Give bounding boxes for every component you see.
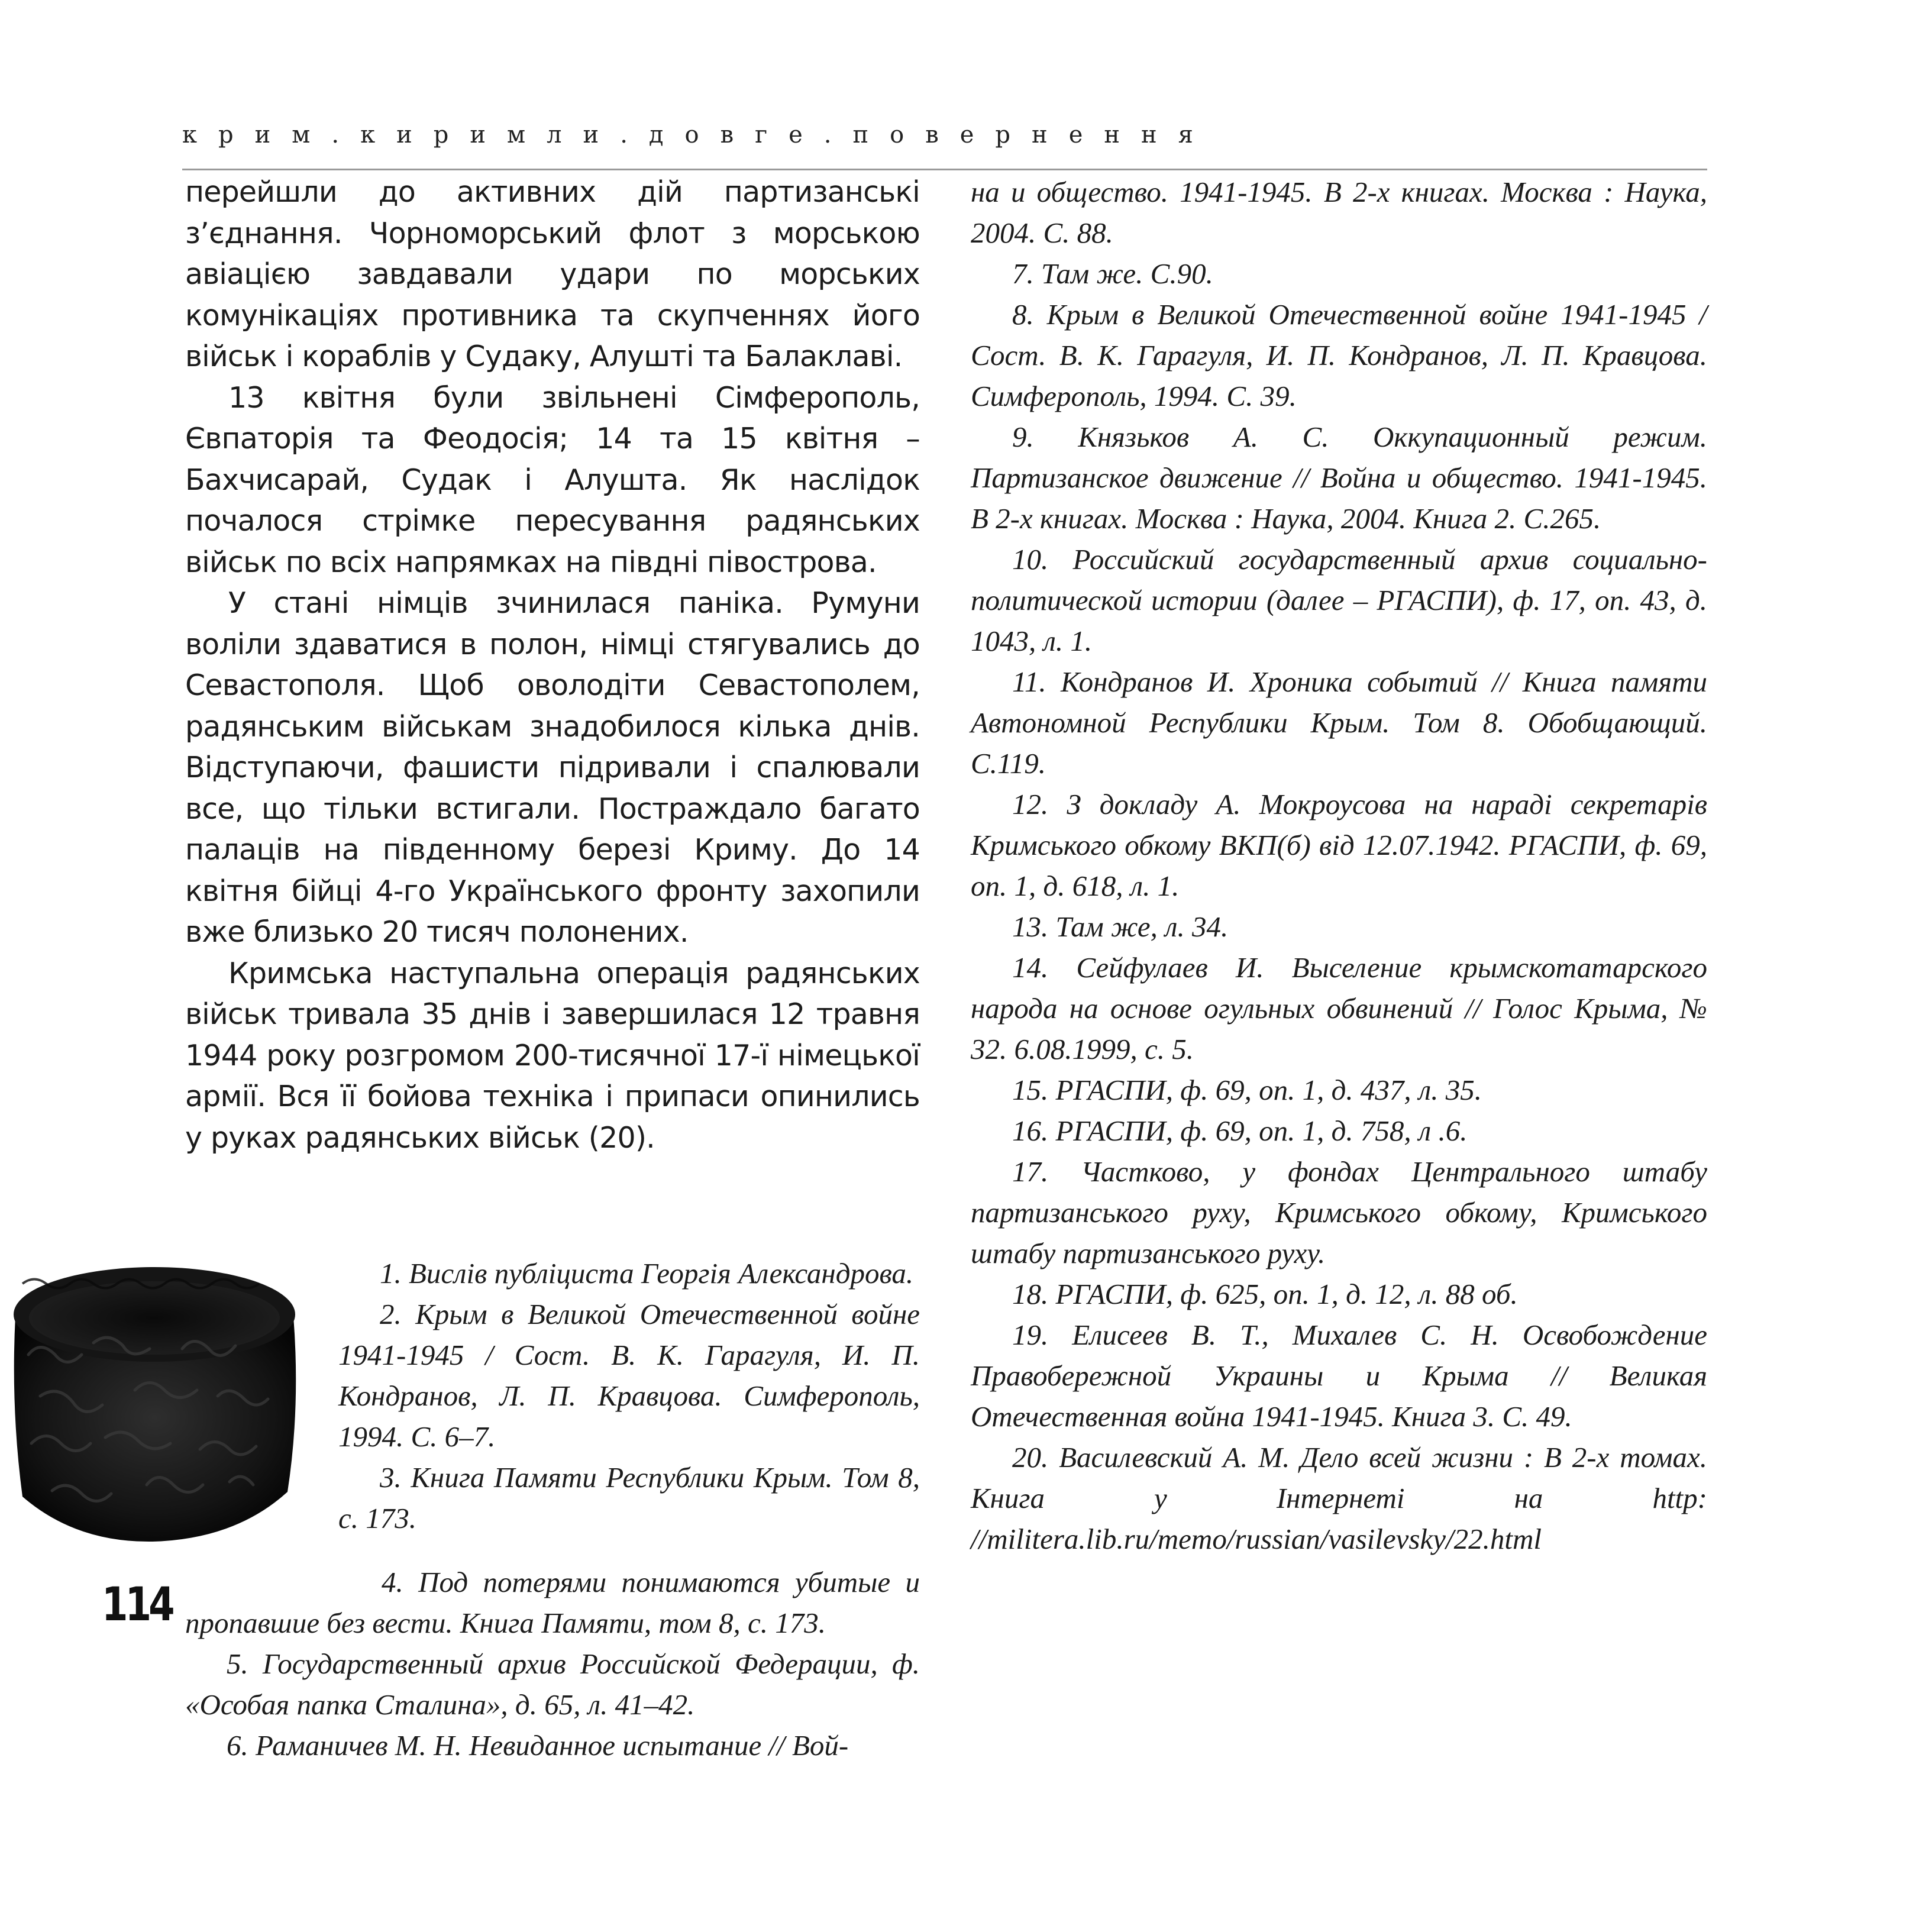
main-text-column [185,172,920,1158]
footnote: 11. Кондранов И. Хроника событий // Книга памяти Автономной Республики Крым. Том 8. Обобщающий. С.119. [971,665,1707,780]
footnote: 3. Книга Памяти Республики Крым. Том 8, с. 173. [338,1461,920,1534]
footnote: 1. Вислів публіциста Георгія Александрова. [380,1257,914,1290]
footnote: 6. Раманичев М. Н. Невиданное испытание // Вой- [227,1729,849,1762]
footnote: 7. Там же. С.90. [1012,257,1213,290]
fur-hat-illustration [5,1260,301,1544]
footnote: 19. Елисеев В. Т., Михалев С. Н. Освобождение Правобережной Украины и Крыма // Великая Отечественная война 1941-1945. Книга 3. С. 49. [971,1319,1707,1433]
header-divider [182,169,1707,170]
main-paragraph: Кримська наступальна операція радянських військ тривала 35 днів і завершилася 12 травня 1944 року розгромом 200-тисячної 17-ї німецької армії. Вся її бойова техніка і припаси опинились у руках радянських військ (20). [185,956,920,1155]
footnotes-left-bottom [185,1562,920,1766]
main-paragraph: 13 квітня були звільнені Сімферополь, Євпаторія та Феодосія; 14 та 15 квітня – Бахчисарай, Судак і Алушта. Як наслідок почалося стрімке пересування радянських військ по всіх напрямках на півдні півострова. [185,380,920,579]
main-paragraph: У стані німців зчинилася паніка. Румуни воліли здаватися в полон, німці стягувались до Севастополя. Щоб оволодіти Севастополем, радянським військам знадобилося кілька днів. Відступаючи, фашисти підривали і спалювали все, що тільки встигали. Постраждало багато палаців на південному березі Криму. До 14 квітня бійці 4-го Українського фронту захопили вже близько 20 тисяч полонених. [185,586,920,949]
footnote: 10. Российский государственный архив социально-политической истории (далее – РГАСПИ), ф. 17, оп. 43, д. 1043, л. 1. [971,543,1707,657]
footnote: 17. Частково, у фондах Центрального штабу партизанського руху, Кримського обкому, Кримського штабу партизанського руху. [971,1155,1707,1269]
footnote: 15. РГАСПИ, ф. 69, оп. 1, д. 437, л. 35. [1012,1074,1482,1106]
main-paragraph: перейшли до активних дій партизанські з’єднання. Чорноморський флот з морською авіацією завдавали удари по морських комунікаціях противника та скупченнях його військ і кораблів у Судаку, Алушті та Балаклаві. [185,175,920,373]
footnote: 9. Князьков А. С. Оккупационный режим. Партизанское движение // Война и общество. 1941-1945. В 2-х книгах. Москва : Наука, 2004. Книга 2. С.265. [971,421,1707,535]
footnotes-left-top [338,1253,920,1539]
footnote: 13. Там же, л. 34. [1012,910,1229,943]
footnote: 8. Крым в Великой Отечественной войне 1941-1945 / Сост. В. К. Гарагуля, И. П. Кондранов, Л. П. Кравцова. Симферополь, 1994. С. 39. [971,298,1707,412]
footnote: 12. З докладу А. Мокроусова на нараді секретарів Кримського обкому ВКП(б) від 12.07.1942. РГАСПИ, ф. 69, оп. 1, д. 618, л. 1. [971,788,1707,902]
fur-hat-icon [5,1260,301,1544]
footnotes-right [971,172,1707,1559]
footnote: 2. Крым в Великой Отечественной войне 1941-1945 / Сост. В. К. Гарагуля, И. П. Кондранов, Л. П. Кравцова. Симферополь, 1994. С. 6–7. [338,1298,920,1453]
footnote-continuation: на и общество. 1941-1945. В 2-х книгах. Москва : Наука, 2004. С. 88. [971,176,1707,249]
running-head: крим.киримли.довге.повернення [182,121,1214,148]
footnote: 18. РГАСПИ, ф. 625, оп. 1, д. 12, л. 88 об. [1012,1278,1518,1310]
footnote: 5. Государственный архив Российской Федерации, ф. «Особая папка Сталина», д. 65, л. 41–42. [185,1647,920,1721]
footnote: 14. Сейфулаев И. Выселение крымскотатарского народа на основе огульных обвинений // Голос Крыма, № 32. 6.08.1999, с. 5. [971,951,1707,1065]
footnote: 4. Под потерями понимаются убитые и пропавшие без вести. Книга Памяти, том 8, с. 173. [185,1566,920,1639]
footnote: 20. Василевский А. М. Дело всей жизни : В 2-х томах. Книга у Інтернеті на http: //militera.lib.ru/memo/russian/vasilevsky/22.html [971,1441,1707,1555]
footnote: 16. РГАСПИ, ф. 69, оп. 1, д. 758, л .6. [1012,1114,1468,1147]
page-number: 114 [102,1578,172,1631]
